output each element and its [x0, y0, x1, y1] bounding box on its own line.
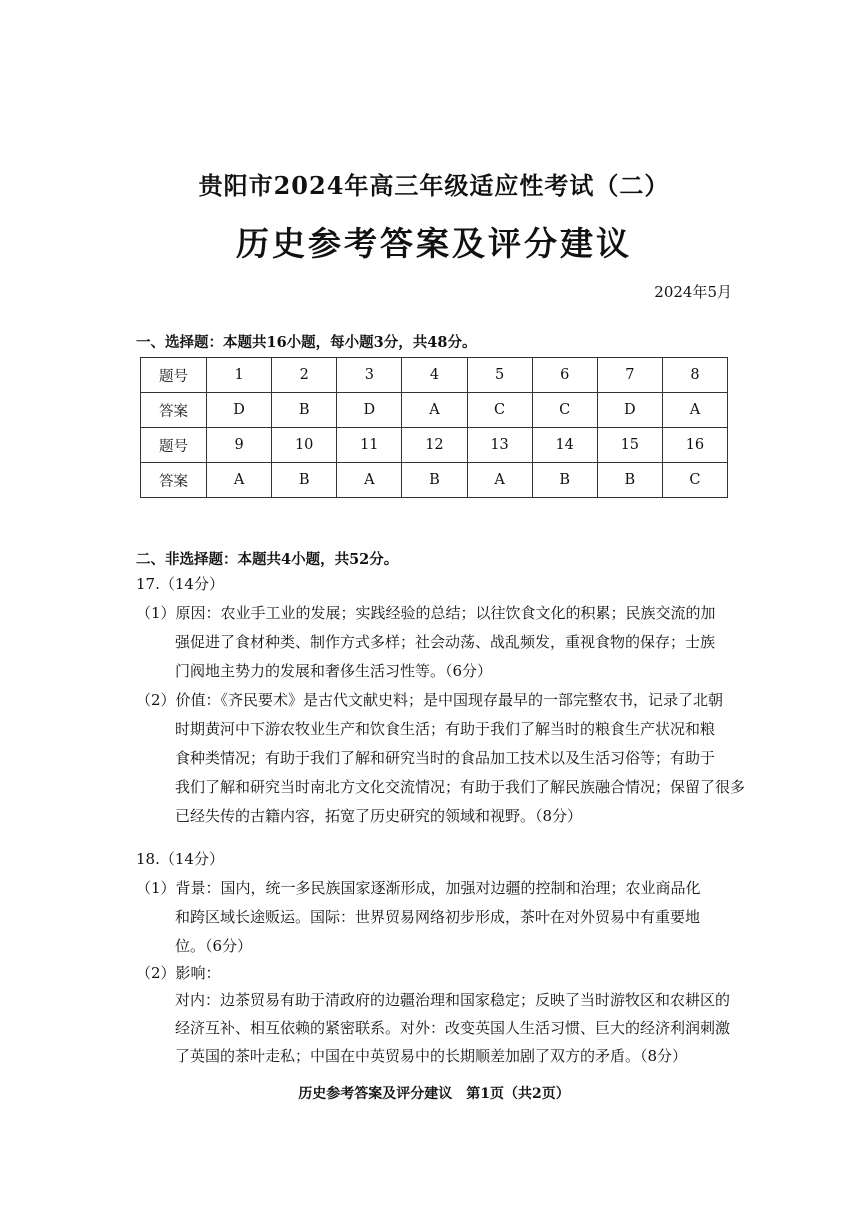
answer-table-cell: B: [272, 463, 337, 498]
answer-table-cell: 14: [532, 428, 597, 463]
answer-table-cell: 6: [532, 358, 597, 393]
page-footer: 历史参考答案及评分建议 第1页（共2页）: [298, 1086, 570, 1102]
answer-table-row: [141, 428, 728, 463]
answer-table-cell: B: [402, 463, 467, 498]
q18-part1-line3: 位。（6分）: [175, 937, 253, 955]
answer-table-cell: 5: [467, 358, 532, 393]
q17-part2-line2: 时期黄河中下游农牧业生产和饮食生活；有助于我们了解当时的粮食生产状况和粮: [175, 720, 716, 738]
q18-part2-line4: 了英国的茶叶走私；中国在中英贸易中的长期顺差加剧了双方的矛盾。（8分）: [175, 1047, 688, 1065]
section1-heading: 一、选择题：本题共16小题，每小题3分，共48分。: [136, 334, 477, 351]
answer-table-cell: 11: [337, 428, 402, 463]
q18-part1-line2: 和跨区域长途贩运。国际：世界贸易网络初步形成，茶叶在对外贸易中有重要地: [175, 908, 701, 926]
answer-table-row-header: 题号: [141, 358, 207, 393]
answer-table-cell: 12: [402, 428, 467, 463]
exam-title: 贵阳市2024年高三年级适应性考试（二）: [198, 171, 670, 200]
answer-table-cell: D: [207, 393, 272, 428]
document-title: 历史参考答案及评分建议: [236, 224, 632, 263]
q17-part2-line5: 已经失传的古籍内容，拓宽了历史研究的领域和视野。（8分）: [175, 807, 583, 825]
q17-part2-line1: （2）价值：《齐民要术》是古代文献史料；是中国现存最早的一部完整农书，记录了北朝: [136, 691, 724, 709]
q18-part2-line1: （2）影响：: [136, 964, 221, 982]
q17-label: 17.（14分）: [136, 575, 224, 593]
q17-part1-line1: （1）原因：农业手工业的发展；实践经验的总结；以往饮食文化的积累；民族交流的加: [136, 604, 716, 622]
section2-heading: 二、非选择题：本题共4小题，共52分。: [136, 551, 399, 568]
answer-table-cell: A: [207, 463, 272, 498]
answer-table-cell: 1: [207, 358, 272, 393]
answer-table-row-header: 题号: [141, 428, 207, 463]
answer-table-row-header: 答案: [141, 463, 207, 498]
answer-table-cell: 9: [207, 428, 272, 463]
answer-table-cell: A: [467, 463, 532, 498]
answer-table-cell: A: [337, 463, 402, 498]
answer-table-cell: 16: [662, 428, 727, 463]
q18-part1-line1: （1）背景：国内，统一多民族国家逐渐形成，加强对边疆的控制和治理；农业商品化: [136, 879, 701, 897]
q17-part2-line4: 我们了解和研究当时南北方文化交流情况；有助于我们了解民族融合情况；保留了很多: [175, 778, 746, 796]
answer-table-cell: 13: [467, 428, 532, 463]
answer-table-cell: 15: [597, 428, 662, 463]
answer-table-cell: D: [597, 393, 662, 428]
q17-part1-line3: 门阀地主势力的发展和奢侈生活习性等。（6分）: [175, 662, 493, 680]
answer-table-row: [141, 463, 728, 498]
answer-table-cell: 10: [272, 428, 337, 463]
answer-table-cell: 8: [662, 358, 727, 393]
answer-table-cell: 4: [402, 358, 467, 393]
answer-table-cell: B: [597, 463, 662, 498]
q18-part2-line2: 对内：边茶贸易有助于清政府的边疆治理和国家稳定；反映了当时游牧区和农耕区的: [175, 991, 731, 1009]
q18-part2-line3: 经济互补、相互依赖的紧密联系。对外：改变英国人生活习惯、巨大的经济利润刺激: [175, 1019, 731, 1037]
q17-part2-line3: 食种类情况；有助于我们了解和研究当时的食品加工技术以及生活习俗等；有助于: [175, 749, 716, 767]
answer-table-row-header: 答案: [141, 393, 207, 428]
answer-table-cell: A: [402, 393, 467, 428]
answer-table-row: [141, 358, 728, 393]
document-date: 2024年5月: [654, 283, 732, 301]
answer-table-cell: C: [467, 393, 532, 428]
answer-table: [140, 357, 728, 498]
answer-table-cell: C: [662, 463, 727, 498]
answer-table-cell: B: [532, 463, 597, 498]
q17-part1-line2: 强促进了食材种类、制作方式多样；社会动荡、战乱频发，重视食物的保存；士族: [175, 633, 716, 651]
answer-table-cell: A: [662, 393, 727, 428]
answer-table-row: [141, 393, 728, 428]
answer-table-cell: 7: [597, 358, 662, 393]
answer-table-cell: B: [272, 393, 337, 428]
q18-label: 18.（14分）: [136, 850, 224, 868]
answer-table-cell: D: [337, 393, 402, 428]
answer-table-cell: 2: [272, 358, 337, 393]
answer-table-cell: C: [532, 393, 597, 428]
answer-table-cell: 3: [337, 358, 402, 393]
